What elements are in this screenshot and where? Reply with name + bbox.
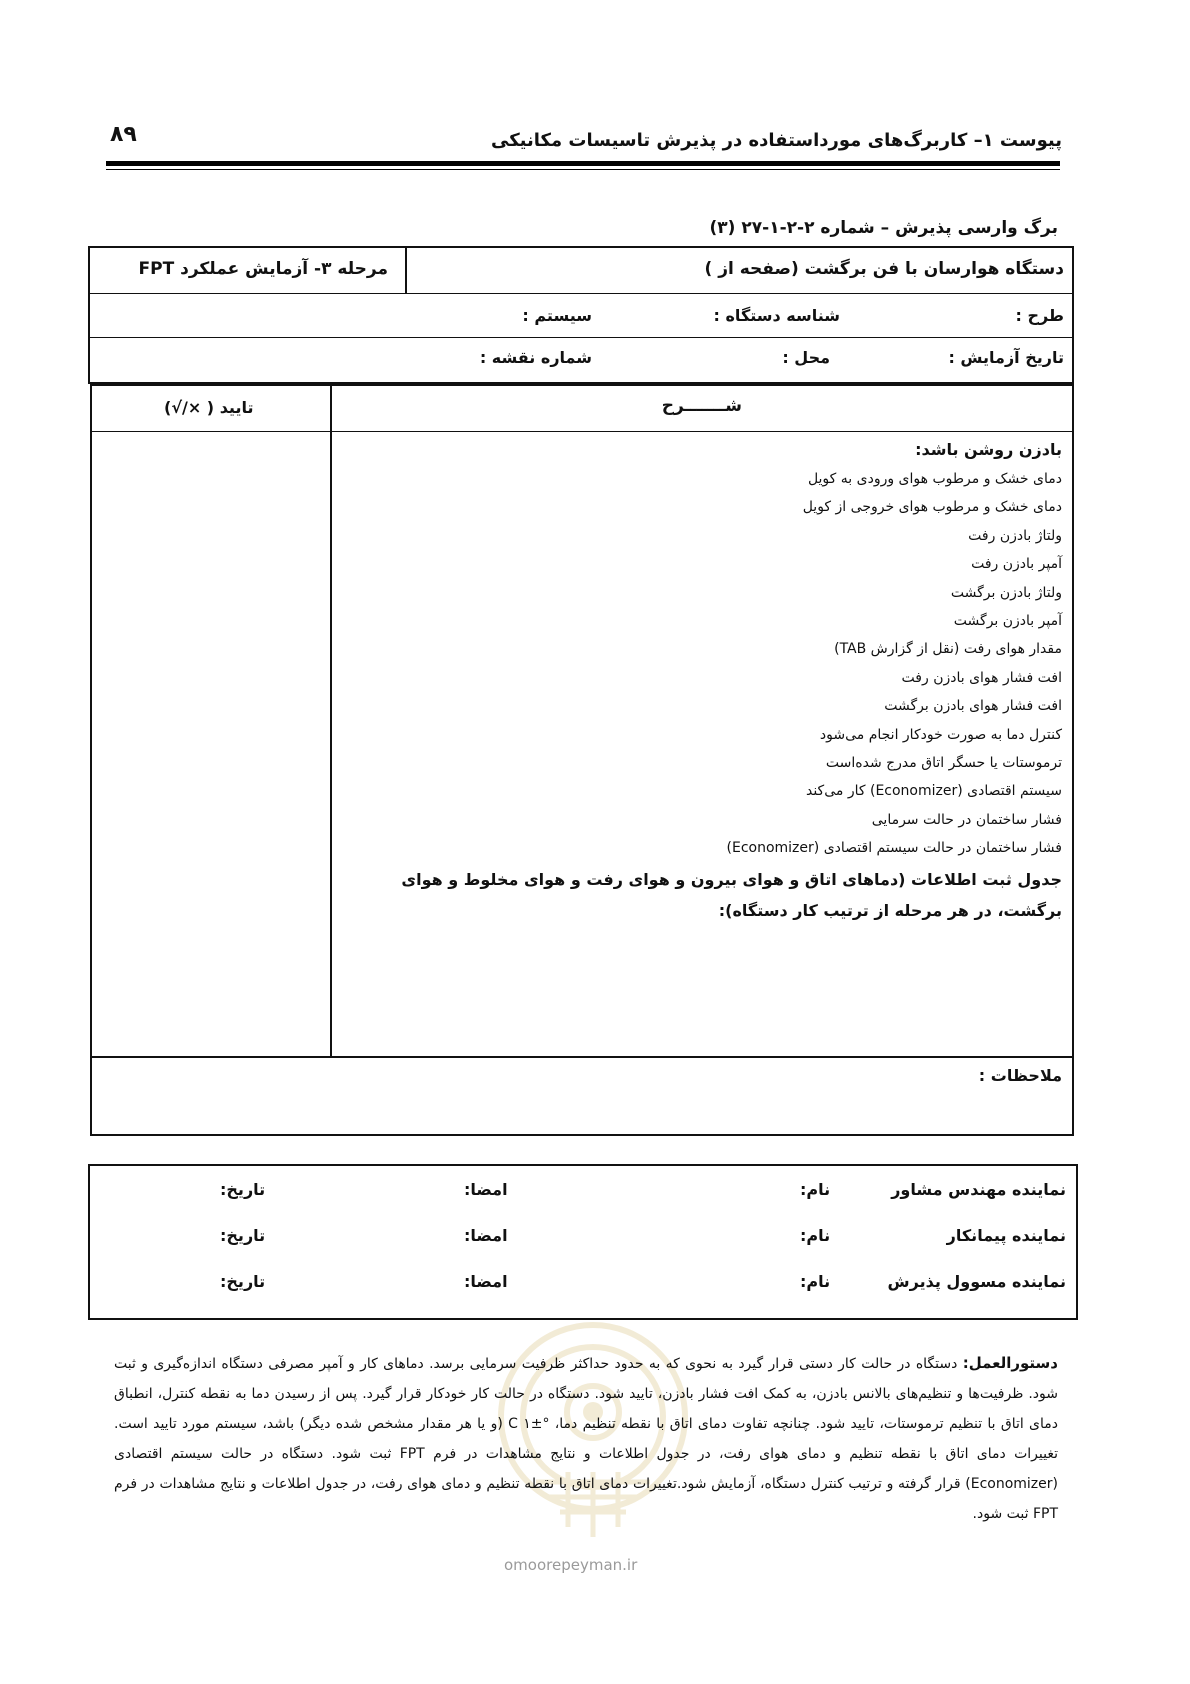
- role-label: نماینده پیمانکار: [946, 1226, 1066, 1245]
- design-label: طرح :: [1015, 306, 1064, 325]
- date-field-label: تاریخ:: [220, 1226, 266, 1245]
- form-title-block: [88, 246, 1074, 384]
- checklist-item: آمپر بادزن رفت: [971, 556, 1062, 573]
- checklist-items: [342, 436, 1062, 862]
- date-field-label: تاریخ:: [220, 1272, 266, 1291]
- drawing-number-label: شماره نقشه :: [479, 348, 592, 367]
- instructions-paragraph: [114, 1348, 1058, 1529]
- form-caption: برگ وارسی پذیرش – شماره ۲-۲-۱-۲۷ (۳): [709, 218, 1058, 238]
- checklist-item: فشار ساختمان در حالت سیستم اقتصادی (Economizer): [726, 840, 1062, 857]
- system-label: سیستم :: [522, 306, 592, 325]
- checklist-item: مقدار هوای رفت (نقل از گزارش TAB): [834, 641, 1062, 658]
- running-header: پیوست ۱– کاربرگ‌های مورداستفاده در پذیرش تاسیسات مکانیکی: [491, 130, 1062, 151]
- signature-field-label: امضا:: [464, 1180, 508, 1199]
- name-field-label: نام:: [800, 1226, 831, 1245]
- name-field-label: نام:: [800, 1272, 831, 1291]
- checklist-item: ولتاژ بادزن رفت: [968, 527, 1062, 544]
- checklist-item: افت فشار هوای بادزن رفت: [901, 669, 1062, 686]
- title-row-divider: [405, 248, 407, 294]
- signature-table: [88, 1164, 1078, 1320]
- checklist-item: ترموستات یا حسگر اتاق مدرج شده‌است: [825, 754, 1062, 771]
- data-log-title: جدول ثبت اطلاعات (دماهای اتاق و هوای بیرون و هوای رفت و هوای مخلوط و هوای برگشت، در هر مرحله از ترتیب کار دستگاه):: [401, 870, 1062, 920]
- stage-label: مرحله ۳- آزمایش عملکرد FPT: [138, 259, 388, 279]
- watermark-site-text: omoorepeyman.ir: [504, 1556, 638, 1574]
- signature-row: [90, 1218, 1076, 1262]
- checklist-item: دمای خشک و مرطوب هوای خروجی از کویل: [802, 499, 1062, 516]
- id-row: [90, 294, 1072, 338]
- checklist-list: [342, 465, 1062, 862]
- header-rule: [106, 161, 1060, 166]
- signature-field-label: امضا:: [464, 1272, 508, 1291]
- notes-label: ملاحظات :: [978, 1066, 1062, 1085]
- approve-header: تایید ( ×/√): [164, 398, 254, 417]
- checklist-item: کنترل دما به صورت خودکار انجام می‌شود: [819, 726, 1062, 743]
- checklist-header-row: [92, 386, 1072, 432]
- date-field-label: تاریخ:: [220, 1180, 266, 1199]
- device-id-label: شناسه دستگاه :: [713, 306, 840, 325]
- page-number: ۸۹: [110, 122, 137, 147]
- role-label: نماینده مهندس مشاور: [891, 1180, 1066, 1199]
- checklist-item: افت فشار هوای بادزن برگشت: [884, 698, 1062, 715]
- header-rule-thin: [106, 169, 1060, 170]
- description-header: شـــــــرح: [661, 396, 742, 416]
- equipment-title: دستگاه هوارسان با فن برگشت (صفحه از ): [704, 259, 1064, 279]
- location-label: محل :: [782, 348, 830, 367]
- checklist-item: دمای خشک و مرطوب هوای ورودی به کویل: [807, 471, 1062, 487]
- column-divider: [330, 386, 332, 1056]
- checklist-table: [90, 384, 1074, 1136]
- role-label: نماینده مسوول پذیرش: [887, 1272, 1066, 1291]
- title-row: [90, 248, 1072, 294]
- signature-row: [90, 1172, 1076, 1216]
- checklist-item: سیستم اقتصادی (Economizer) کار می‌کند: [805, 783, 1062, 800]
- signature-field-label: امضا:: [464, 1226, 508, 1245]
- instructions-title: دستورالعمل:: [962, 1354, 1058, 1372]
- date-row: [90, 338, 1072, 382]
- instructions-body: دستگاه در حالت کار دستی قرار گیرد به نحوی که به حدود حداکثر ظرفیت سرمایی برسد. دماهای کار و آمپر مصرفی دستگاه اندازه‌گیری و ثبت شود. ظرفیت‌ها و تنظیم‌های بالانس بادزن، به کمک افت فشار بادزن، تایید شود. دستگاه در حالت کار خودکار قرار گیرد. پس از رسیدن دما به نقطه کنترل، انطباق دمای اتاق با تنظیم ترموستات، تایید شود. چنانچه تفاوت دمای اتاق با نقطه تنظیم دما، °C ۱± (و یا هر مقدار مشخص شده دیگر) باشد، سیستم مورد تایید است. تغییرات دمای اتاق با نقطه تنظیم و دمای هوای رفت، در جدول اطلاعات و نتایج مشاهدات در فرم FPT ثبت شود. دستگاه در حالت سیستم اقتصادی (Economizer) قرار گرفته و ترتیب کنترل دستگاه، آزمایش شود.تغییرات دمای اتاق با نقطه تنظیم و دمای هوای رفت، در جدول اطلاعات و نتایج مشاهدات در فرم FPT ثبت شود.: [114, 1356, 1059, 1522]
- checklist-item: ولتاژ بادزن برگشت: [950, 584, 1062, 601]
- checklist-item: آمپر بادزن برگشت: [953, 612, 1062, 629]
- checklist-item: فشار ساختمان در حالت سرمایی: [871, 811, 1062, 828]
- signature-row: [90, 1264, 1076, 1308]
- notes-divider: [92, 1056, 1072, 1058]
- section-title: بادزن روشن باشد:: [915, 440, 1062, 459]
- test-date-label: تاریخ آزمایش :: [948, 348, 1064, 367]
- name-field-label: نام:: [800, 1180, 831, 1199]
